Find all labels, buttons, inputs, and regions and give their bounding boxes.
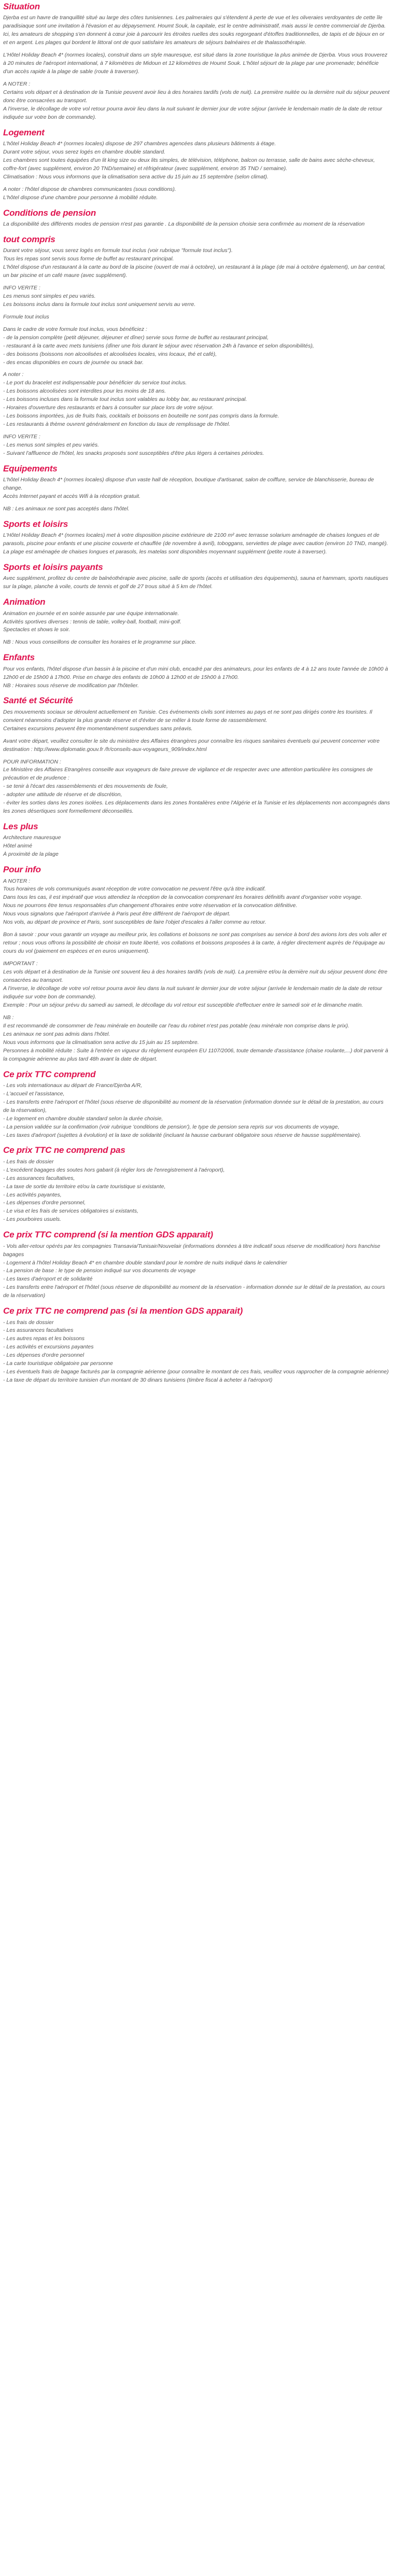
- section-title: Ce prix TTC comprend (si la mention GDS apparait): [3, 1230, 213, 1240]
- text-line: - Horaires d'ouverture des restaurants et bars à consulter sur place lors de votre séjour.: [3, 405, 214, 411]
- text-line: A NOTER :: [3, 878, 31, 884]
- text-line: - Les frais de dossier: [3, 1158, 54, 1165]
- text-line: Durant votre séjour, vous serez logés en chambre double standard.: [3, 148, 165, 155]
- section: [3, 562, 390, 591]
- text-line: Exemple : Pour un séjour prévu du samedi au samedi, le décollage du vol retour est susceptible d'effectuer entre le samedi soir et le dimanche matin.: [3, 1001, 363, 1008]
- text-line: Tous les repas sont servis sous forme de buffet au restaurant principal.: [3, 256, 174, 262]
- text-line: - La taxe de sortie du territoire et/ou la carte touristique si existante,: [3, 1183, 166, 1190]
- section: [3, 234, 390, 458]
- text-line: L'hôtel Holiday Beach 4* (normes locales) dispose d'un vaste hall de réception, boutique d'artisanat, salon de coiffure, service de blanchisserie, bureau de change.: [3, 477, 374, 492]
- paragraph: [3, 532, 390, 556]
- paragraph: [3, 834, 390, 859]
- text-line: Dans le cadre de votre formule tout inclus, vous bénéficiez :: [3, 326, 147, 332]
- text-line: Spectacles et shows le soir.: [3, 626, 71, 633]
- section-title: tout compris: [3, 234, 55, 244]
- paragraph: [3, 284, 390, 309]
- section-title: Santé et Sécurité: [3, 695, 73, 706]
- section-title: Equipements: [3, 463, 58, 474]
- text-line: Le Ministère des Affaires Etrangères conseille aux voyageurs de faire preuve de vigilance et de respecter avec une attention particulière les consignes de précaution et de prudence :: [3, 767, 373, 782]
- text-line: - Les transferts entre l'aéroport et l'hôtel (sous réserve de disponibilité au moment de la réservation - information donnée sur le détail de la prestation, au cours de la réservation): [3, 1284, 385, 1299]
- text-line: - Le logement en chambre double standard selon la durée choisie,: [3, 1115, 163, 1122]
- text-line: L'hôtel dispose d'un restaurant à la carte au bord de la piscine (ouvert de mai à octobre), un restaurant à la plage (de mai à octobre également), un bar central, un bar piscine et un café maure (avec supplément).: [3, 263, 386, 279]
- text-line: Certaines excursions peuvent être momentanément suspendues sans préavis.: [3, 725, 193, 732]
- paragraph: [3, 140, 390, 182]
- text-line: NB : Les animaux ne sont pas acceptés dans l'hôtel.: [3, 506, 130, 512]
- text-line: - restaurant à la carte avec mets tunisiens (dîner une fois durant le séjour avec réservation 24h à l'avance et selon disponibilités),: [3, 342, 314, 349]
- paragraph: [3, 610, 390, 635]
- paragraph: [3, 505, 390, 513]
- paragraph: [3, 313, 390, 322]
- section-title: Ce prix TTC ne comprend pas: [3, 1145, 125, 1155]
- text-line: - Les boissons importées, jus de fruits frais, cocktails et boissons en bouteille ne sont pas compris dans la formule.: [3, 413, 279, 420]
- text-line: Activités sportives diverses : tennis de table, volley-ball, football, mini-golf.: [3, 618, 181, 625]
- text-line: Avant votre départ, veuillez consulter le site du ministère des Affaires étrangères pour connaître les risques sanitaires éventuels qui peuvent concerner votre destination : http://www.diplomatie.gouv.fr /fr/conseils-aux-voyageurs_909/index.html: [3, 737, 380, 753]
- paragraph: [3, 878, 390, 927]
- section: [3, 695, 390, 816]
- text-line: - Les dépenses d'ordre personnel,: [3, 1200, 86, 1206]
- text-line: A l'inverse, le décollage de votre vol retour pourra avoir lieu dans la nuit suivant le dernier jour de votre séjour (arrivée le lendemain matin de la date de retour indiquée sur votre bon de commande).: [3, 105, 383, 120]
- paragraph: [3, 758, 390, 816]
- text-line: Les vols départ et à destination de la Tunisie ont souvent lieu à des horaires tardifs (vols de nuit). La première et/ou la dernière nuit du séjour peuvent donc être consacrées au transport.: [3, 969, 388, 984]
- section-title: Sports et loisirs: [3, 519, 68, 530]
- text-line: - Le visa et les frais de services obligatoires si existants,: [3, 1208, 138, 1215]
- text-line: - Les vols internationaux au départ de France/Djerba A/R,: [3, 1082, 143, 1089]
- text-line: - La pension de base : le type de pension indiqué sur vos documents de voyage: [3, 1268, 196, 1274]
- text-line: POUR INFORMATION :: [3, 758, 61, 765]
- text-line: Animation en journée et en soirée assurée par une équipe internationale.: [3, 610, 179, 617]
- paragraph: [3, 1243, 390, 1301]
- section-title: Les plus: [3, 821, 38, 832]
- section: [3, 1145, 390, 1224]
- paragraph: [3, 665, 390, 690]
- text-line: - Les menus sont simples et peu variés.: [3, 442, 100, 449]
- paragraph: [3, 247, 390, 280]
- text-line: - Les transferts entre l'aéroport et l'hôtel (sous réserve de disponibilité au moment de la réservation (information donnée sur le détail de la prestation, au cours de la réservation),: [3, 1098, 384, 1113]
- text-line: L'Hôtel Holiday Beach 4* (normes locales), construit dans un style mauresque, est situé dans la zone touristique la plus animée de Djerba. Vous vous trouverez à 20 minutes de l'aéroport international, à 7 kilomètres de Midoun et 12 kilomètres de Houmt Souk. L'hôtel séjourt de la plage par une promenade; bénéficie d'un accès rapide à la plage de sable (route à traverser).: [3, 52, 388, 75]
- section: [3, 207, 390, 229]
- section: [3, 821, 390, 859]
- text-line: - Les activités et excursions payantes: [3, 1344, 94, 1350]
- text-line: L'hôtel Holiday Beach 4* (normes locales) dispose de 297 chambres agencées dans plusieurs bâtiments à étage.: [3, 140, 276, 147]
- text-line: - La taxe de départ du territoire tunisien d'un montant de 30 dinars tunisiens (timbre fiscal à acheter à l'aéroport): [3, 1377, 273, 1384]
- text-line: La disponibilité des différents modes de pension n'est pas garantie . La disponibilité de la pension choisie sera confirmée au moment de la réservation: [3, 220, 365, 227]
- text-line: - Le port du bracelet est indispensable pour bénéficier du service tout inclus.: [3, 380, 187, 386]
- text-line: Les boissons inclus dans la formule tout inclus sont uniquement servis au verre.: [3, 301, 196, 308]
- text-line: - Les frais de dossier: [3, 1319, 54, 1326]
- text-line: - Les autres repas et les boissons: [3, 1335, 85, 1342]
- paragraph: [3, 476, 390, 501]
- text-line: - éviter les sorties dans les zones isolées. Les déplacements dans les zones frontalières entre l'Algérie et la Tunisie et les déplacements non accompagnés dans les zones désertiques sont formellement déconseillés.: [3, 800, 390, 815]
- text-line: NB : Nous vous conseillons de consulter les horaires et le programme sur place.: [3, 639, 197, 646]
- text-line: À proximité de la plage: [3, 851, 59, 858]
- text-line: INFO VERITE :: [3, 434, 40, 440]
- section-title: Situation: [3, 2, 40, 11]
- text-line: Il est recommandé de consommer de l'eau minérale en bouteille car l'eau du robinet n'est pas potable (eau minérale non comprise dans le prix).: [3, 1022, 349, 1029]
- text-line: Certains vols départ et à destination de la Tunisie peuvent avoir lieu à des horaires tardifs (vols de nuit). La première nuitée ou la dernière nuit du séjour peuvent donc être consacrées au transport.: [3, 89, 390, 104]
- section: [3, 1305, 390, 1385]
- section: [3, 596, 390, 647]
- text-line: Les chambres sont toutes équipées d'un lit king size ou deux lits simples, de télévision, téléphone, balcon ou terrasse, salle de bains avec sèche-cheveux, coffre-fort (avec supplément, environ 20 TND/semaine) et réfrigérateur (avec supplément, environ 35 TND / semaine).: [3, 157, 375, 172]
- text-line: Des mouvements sociaux se déroulent actuellement en Tunisie. Ces événements civils sont internes au pays et ne sont pas dirigés contre les touristes. Il convient néanmoins d'adopter la plus grande réserve et d'éviter de se mêler à toute forme de rassemblement.: [3, 708, 372, 723]
- section-title: Logement: [3, 127, 45, 137]
- text-line: Durant votre séjour, vous serez logés en formule tout inclus (voir rubrique "formule tout inclus").: [3, 247, 233, 254]
- text-line: Les animaux ne sont pas admis dans l'hôtel.: [3, 1031, 110, 1037]
- section: [3, 519, 390, 556]
- text-line: Les menus sont simples et peu variés.: [3, 293, 96, 299]
- paragraph: [3, 708, 390, 733]
- text-line: Nous ne pourrons être tenus responsables d'un changement d'horaires entre votre réservation et la convocation définitive.: [3, 902, 298, 909]
- text-line: - L'accueil et l'assistance,: [3, 1090, 65, 1097]
- text-line: - Les assurances facultatives,: [3, 1175, 75, 1181]
- paragraph: [3, 960, 390, 1010]
- section-title: Conditions de pension: [3, 207, 96, 218]
- text-line: Pour vos enfants, l'hôtel dispose d'un bassin à la piscine et d'un mini club, encadré par des animateurs, pour les enfants de 4 à 12 ans toute l'année de 10h00 à 12h00 et de 15h00 à 17h00. Prise en charge des enfants de 10h00 à 12h00 et de 15h00 à 17h00.: [3, 665, 388, 680]
- text-line: - Les assurances facultatives: [3, 1327, 74, 1334]
- text-line: - Logement à l'hôtel Holiday Beach 4* en chambre double standard pour le nombre de nuits indiqué dans le calendrier: [3, 1259, 287, 1266]
- text-line: Nous vous informons que la climatisation sera active du 15 juin au 15 septembre.: [3, 1039, 199, 1046]
- text-line: - Les restaurants à thème ouvrent généralement en fonction du taux de remplissage de l'hôtel.: [3, 421, 231, 428]
- paragraph: [3, 80, 390, 122]
- text-line: Hôtel animé: [3, 843, 33, 850]
- text-line: - La pension validée sur la confirmation (voir rubrique 'conditions de pension'), le type de pension sera repris sur vos documents de voyage,: [3, 1123, 340, 1130]
- text-line: Bon à savoir : pour vous garantir un voyage au meilleur prix, les collations et boissons ne sont pas comprises au service à bord des avions lors des vols aller et retour ; nous vous offrons la possibilité de choisir en toute liberté, vos collations et boissons proposées à la carte, à régler directement auprès de l'équipage au cours du vol (paiement en espèces et en euros uniquement).: [3, 931, 387, 955]
- section: [3, 1229, 390, 1300]
- text-line: - de la pension complète (petit déjeuner, déjeuner et dîner) servie sous forme de buffet au restaurant principal,: [3, 334, 269, 341]
- text-line: Architecture mauresque: [3, 834, 61, 841]
- paragraph: [3, 1158, 390, 1224]
- paragraph: [3, 1082, 390, 1140]
- text-line: Climatisation : Nous vous informons que la climatisation sera active du 15 juin au 15 septembre (selon climat).: [3, 173, 269, 180]
- section: [3, 1, 390, 122]
- text-line: - des encas disponibles en cours de journée ou snack bar.: [3, 359, 144, 366]
- paragraph: [3, 433, 390, 458]
- paragraph: [3, 1014, 390, 1064]
- text-line: - Les taxes d'aéroport et de solidarité: [3, 1276, 93, 1283]
- section-title: Enfants: [3, 652, 35, 663]
- text-line: - Suivant l'affluence de l'hôtel, les snacks proposés sont susceptibles d'être plus légers à certaines périodes.: [3, 450, 264, 457]
- text-line: NB : Horaires sous réserve de modification par l'hôtelier.: [3, 682, 139, 689]
- text-line: INFO VERITE :: [3, 284, 40, 291]
- text-line: L'hôtel dispose d'une chambre pour personne à mobilité réduite.: [3, 194, 158, 201]
- text-line: - La carte touristique obligatoire par personne: [3, 1360, 113, 1367]
- paragraph: [3, 326, 390, 367]
- section: [3, 127, 390, 202]
- text-line: - Les activités payantes,: [3, 1191, 62, 1198]
- text-line: Djerba est un havre de tranquillité situé au large des côtes tunisiennes. Les palmeraies qui s'étendent à perte de vue et les oliveraies verdoyantes de cette île paradisiaque sont une invitation à l'évasion et au dépaysement. Houmt Souk, la capitale, est le centre administratif, mais aussi le centre commercial de Djerba. Ici, les amateurs de shopping s'en donnent à cœur joie à parcourir les étroites ruelles des souks regorgeant d'étoffes traditionnelles, de tapis et de bijoux en or et en argent. Les plages qui bordent le littoral ont de quoi satisfaire les amateurs de séjours balnéaires et de thalassothérapie.: [3, 15, 386, 46]
- paragraph: [3, 737, 390, 754]
- paragraph: [3, 14, 390, 47]
- text-line: IMPORTANT :: [3, 960, 38, 967]
- section: [3, 463, 390, 513]
- section-title: Sports et loisirs payants: [3, 562, 103, 573]
- paragraph: [3, 931, 390, 956]
- text-line: A noter :: [3, 371, 24, 378]
- text-line: Formule tout inclus: [3, 313, 49, 320]
- text-line: - Les pourboires usuels.: [3, 1216, 62, 1223]
- paragraph: [3, 638, 390, 647]
- text-line: Nous vous signalons que l'aéroport d'arrivée à Paris peut être différent de l'aéroport de départ.: [3, 911, 231, 917]
- text-line: A l'inverse, le décollage de votre vol retour pourra avoir lieu dans la nuit suivant le dernier jour de votre séjour (arrivée le lendemain matin de la date de retour indiquée sur votre bon de commande).: [3, 985, 383, 1000]
- section-title: Pour info: [3, 865, 41, 875]
- text-line: - des boissons (boissons non alcoolisées et alcoolisées locales, vins locaux, thé et café),: [3, 351, 217, 357]
- section-title: Ce prix TTC comprend: [3, 1069, 96, 1079]
- text-line: Nos vols, au départ de province et Paris, sont susceptibles de faire l'objet d'escales à l'aller comme au retour.: [3, 919, 266, 926]
- text-line: - adopter une attitude de réserve et de discrétion,: [3, 791, 122, 798]
- section-title: Ce prix TTC ne comprend pas (si la mention GDS apparait): [3, 1306, 243, 1316]
- paragraph: [3, 371, 390, 429]
- text-line: - Les éventuels frais de bagage facturés par la compagnie aérienne (pour connaître le montant de ces frais, veuillez vous rapprocher de la compagnie aérienne): [3, 1369, 389, 1375]
- text-line: Dans tous les cas, il est impératif que vous attendiez la réception de la convocation comprenant les horaires définitifs avant d'organiser votre voyage.: [3, 894, 362, 901]
- text-line: - L'excédent bagages des soutes hors gabarit (à régler lors de l'enregistrement à l'aéroport),: [3, 1166, 225, 1173]
- text-line: - Les taxes d'aéroport (sujettes à évolution) et la taxe de solidarité (incluant la hausse carburant obligatoire sous réserve de hausse supplémentaire).: [3, 1132, 361, 1138]
- text-line: A NOTER :: [3, 80, 31, 87]
- section-title: Animation: [3, 597, 46, 607]
- paragraph: [3, 51, 390, 76]
- text-line: La plage est aménagée de chaises longues et parasols, les matelas sont disponibles moyennant supplément (petite route à traverser).: [3, 549, 327, 555]
- text-line: Avec supplément, profitez du centre de balnéothérapie avec piscine, salle de sports (accès et utilisation des équipements), sauna et hammam, sports nautiques sur la plage, planche à voile, courts de tennis et golf de 27 trous situé à 5 km de l'hôtel.: [3, 575, 388, 590]
- paragraph: [3, 186, 390, 202]
- text-line: - Vols aller-retour opérés par les compagnies Transavia/Tunisair/Nouvelair (informations données à titre indicatif sous réserve de modification) hors franchise bagages: [3, 1243, 381, 1258]
- text-line: - Les boissons incluses dans la formule tout inclus sont valables au lobby bar, au restaurant principal.: [3, 396, 247, 403]
- text-line: Tous horaires de vols communiqués avant réception de votre convocation ne peuvent l'être qu'à titre indicatif.: [3, 886, 266, 893]
- paragraph: [3, 220, 390, 229]
- section: [3, 1069, 390, 1140]
- paragraph: [3, 1319, 390, 1385]
- text-line: L'Hôtel Holiday Beach 4* (normes locales) met à votre disposition piscine extérieure de 2100 m² avec terrasse solarium aménagée de chaises longues et de parasols, piscine pour enfants et une piscine couverte et chauffée (de novembre à avril), toboggans, serviettes de plage avec caution (environ 10 TND, mangé).: [3, 532, 388, 547]
- section: [3, 864, 390, 1063]
- text-line: - Les dépenses d'ordre personnel: [3, 1352, 85, 1359]
- text-line: - se tenir à l'écart des rassemblements et des mouvements de foule,: [3, 783, 168, 790]
- paragraph: [3, 575, 390, 591]
- text-line: Accès Internet payant et accès Wifi à la réception gratuit.: [3, 493, 141, 500]
- text-line: NB :: [3, 1014, 14, 1021]
- section: [3, 652, 390, 690]
- text-line: Personnes à mobilité réduite : Suite à l'entrée en vigueur du règlement européen EU 1107/2006, toute demande d'assistance (chaise roulante,...) doit parvenir à la compagnie aérienne au plus tard 48h avant la date de départ.: [3, 1047, 388, 1062]
- text-line: A noter : l'hôtel dispose de chambres communicantes (sous conditions).: [3, 186, 176, 192]
- text-line: - Les boissons alcoolisées sont interdites pour les moins de 18 ans.: [3, 388, 166, 395]
